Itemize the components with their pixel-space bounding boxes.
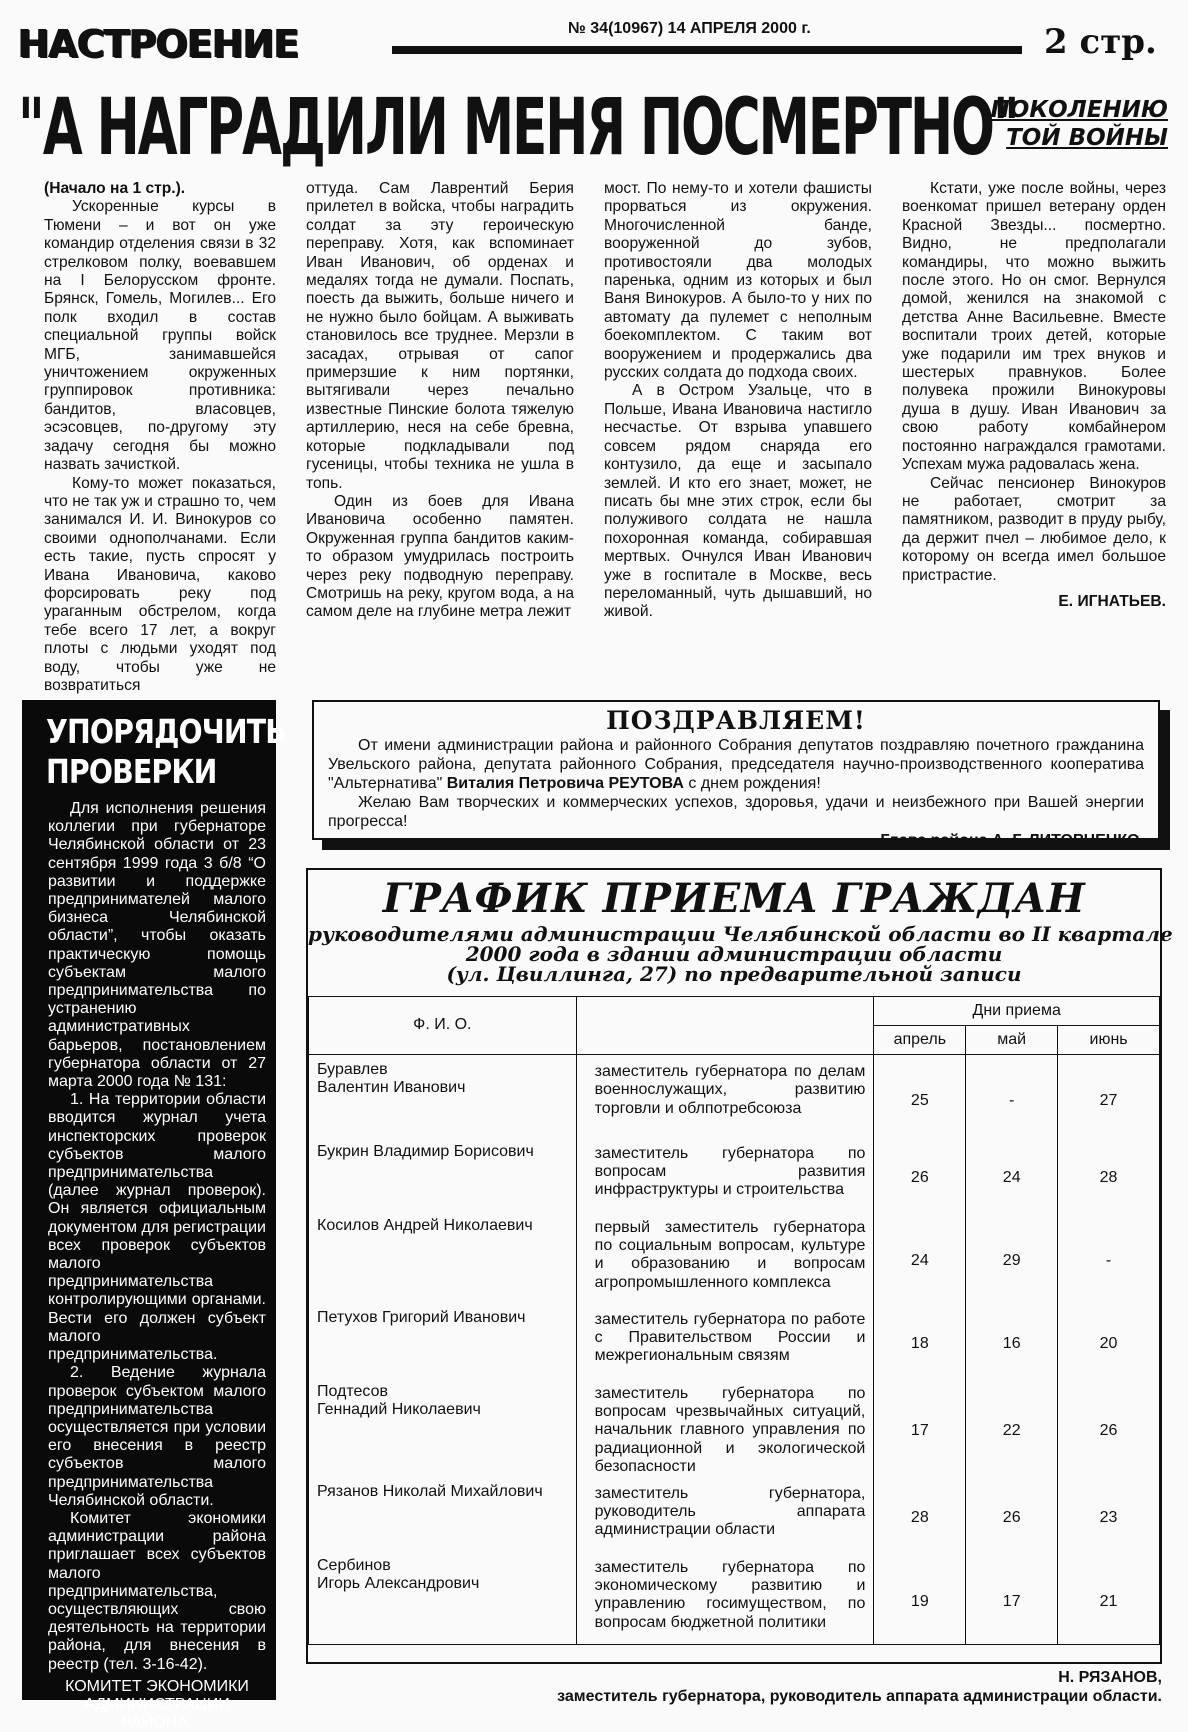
sidebar-paragraph: 1. На территории области вводится журнал учета инспекторских проверок субъектов малого предпринимательства (далее журнал проверок). Он является официальным документом для регистрации всех проверок субъектов малого предпринимательства контролирующими органами. Вести его должен субъект малого предпринимательства. <box>48 1091 266 1364</box>
fio-line-2: Геннадий Николаевич <box>317 1400 481 1418</box>
article-author: Е. ИГНАТЬЕВ. <box>1058 592 1166 610</box>
schedule-table <box>308 996 1160 1645</box>
article-paragraph: Кстати, уже после войны, через военкомат пришел ветерану орден Красной Звезды... посмертно. Видно, не предполагали командиры, что можно выжить после этого. Но он смог. Вернулся домой, женился на знакомой с детства Анне Васильевне. Вместе воспитали троих детей, которые уже подарили им трех внуков и шестерых правнуков. Более полувека прожили Винокуровы душа в душу. Иван Иванович за свою работу комбайнером постоянно награждался грамотами. Успехам мужа радовалась жена. <box>902 180 1166 474</box>
cell-may: 16 <box>966 1303 1058 1377</box>
cell-position: заместитель губернатора по экономическому развитию и управлению госимуществом, по вопросам бюджетной политики <box>576 1551 874 1645</box>
article-paragraph: Кому-то может показаться, что не так уж и страшно то, чем занимался И. И. Винокуров со своими однополчанами. Если есть такие, пусть спросят у Ивана Ивановича, каково форсировать реку под ураганным обстрелом, когда тебе всего 17 лет, а вокруг плоты с людьми уходят под воду, чтобы уже не возвратиться <box>44 474 276 694</box>
table-row <box>309 1551 1160 1645</box>
rubric-title: НАСТРОЕНИЕ <box>18 22 299 66</box>
cell-may: 24 <box>966 1137 1058 1211</box>
fio-line-1: Косилов Андрей Николаевич <box>317 1216 533 1234</box>
table-row <box>309 1211 1160 1303</box>
sidebar-title-line-2: ПРОВЕРКИ <box>46 752 217 791</box>
cell-april: 19 <box>874 1551 966 1645</box>
header-june: июнь <box>1058 1026 1160 1055</box>
table-row <box>309 1477 1160 1551</box>
congrats-wish: Желаю Вам творческих и коммерческих успехов, здоровья, удачи и неизбежного при Вашей энергии прогресса! <box>328 794 1144 830</box>
cell-june: 26 <box>1058 1377 1160 1477</box>
cell-april: 18 <box>874 1303 966 1377</box>
sidebar-paragraph: 2. Ведение журнала проверок субъектом малого предпринимательства осуществляется при условии его внесения в реестр субъектов малого предпринимательства Челябинской области. <box>48 1364 266 1509</box>
cell-april: 24 <box>874 1211 966 1303</box>
article-paragraph: Ускоренные курсы в Тюмени – и вот он уже командир отделения связи в 32 стрелковом полку, воевавшем на I Белорусском фронте. Брянск, Гомель, Могилев... Его полк входил в состав специальной группы войск МГБ, занимавшейся уничтожением окруженных группировок противника: бандитов, власовцев, эсэсовцев, по-другому эту задачу сегодня бы можно назвать зачисткой. <box>44 198 276 474</box>
sidebar-signature: КОМИТЕТ ЭКОНОМИКИ АДМИНИСТРАЦИИ РАЙОНА. <box>65 1677 249 1732</box>
cell-may: 29 <box>966 1211 1058 1303</box>
header-rule <box>392 46 1022 54</box>
cell-june: 21 <box>1058 1551 1160 1645</box>
header-fio: Ф. И. О. <box>309 997 577 1055</box>
article-paragraph: А в Остром Узальце, что в Польше, Ивана Ивановича настигло несчастье. От взрыва упавшего совсем рядом снаряда его контузило, да еще и засыпало землей. И кто его знает, может, не писать бы мне этих строк, если бы полуживого солдата не нашла похоронная команда, собиравшая мертвых. Очнулся Иван Иванович уже в госпитале в Москве, весь переломанный, чуть дышавший, но живой. <box>604 382 872 621</box>
article-paragraph: мост. По нему-то и хотели фашисты прорваться из окружения. Многочисленной банде, вооруженной до зубов, противостояли два молодых паренька, одним из которых и был Ваня Винокуров. А было-то у них по автомату да пулемет с неполным боекомплектом. С таким вот вооружением и продержались два русских солдата до подхода своих. <box>604 180 872 382</box>
cell-may: 22 <box>966 1377 1058 1477</box>
fio-line-2: Игорь Александрович <box>317 1574 480 1592</box>
issue-date: № 34(10967) 14 АПРЕЛЯ 2000 г. <box>568 20 811 37</box>
schedule-sign-name: Н. РЯЗАНОВ, <box>1058 1669 1162 1686</box>
cell-april: 17 <box>874 1377 966 1477</box>
fio-line-1: Рязанов Николай Михайлович <box>317 1482 543 1500</box>
article-paragraph: Один из боев для Ивана Ивановича особенно памятен. Окруженная группа бандитов каким-то образом умудрилась построить через реку подводную переправу. Смотришь на реку, кругом вода, а на самом деле на глубине метра лежит <box>306 492 574 621</box>
sidebar-paragraph: Для исполнения решения коллегии при губернаторе Челябинской области от 23 сентября 1999 года 3 б/8 “О развитии и поддержке предпринимателей малого бизнеса Челябинской области”, чтобы оказать практическую помощь субъектам малого предпринимательства по устранению административных барьеров, постановлением губернатора области от 27 марта 2000 года № 131: <box>48 800 266 1091</box>
article-series <box>978 96 1168 152</box>
cell-position: заместитель губернатора по вопросам развития инфраструктуры и строительства <box>576 1137 874 1211</box>
schedule-title: ГРАФИК ПРИЕМА ГРАЖДАН <box>382 875 1086 922</box>
cell-position: заместитель губернатора, руководитель аппарата администрации области <box>576 1477 874 1551</box>
cell-april: 25 <box>874 1055 966 1137</box>
cell-june: 28 <box>1058 1137 1160 1211</box>
schedule-subtitle-line-2: 2000 года в здании администрации области <box>465 942 1003 966</box>
cell-june: 20 <box>1058 1303 1160 1377</box>
page-number: 2 стр. <box>1044 22 1157 62</box>
article-column-4 <box>902 180 1166 611</box>
congrats-honoree: Виталия Петровича РЕУТОВА <box>446 775 684 792</box>
fio-line-1: Букрин Владимир Борисович <box>317 1142 534 1160</box>
cell-position: заместитель губернатора по работе с Правительством России и межрегиональным связям <box>576 1303 874 1377</box>
article-continuation: (Начало на 1 стр.). <box>44 180 186 197</box>
header-may: май <box>966 1026 1058 1055</box>
cell-position: первый заместитель губернатора по социальным вопросам, культуре и образованию и вопросам агропромышленного комплекса <box>576 1211 874 1303</box>
cell-june: - <box>1058 1211 1160 1303</box>
cell-april: 26 <box>874 1137 966 1211</box>
article-headline: "А НАГРАДИЛИ МЕНЯ ПОСМЕРТНО" <box>18 83 1018 173</box>
congrats-text-before: От имени администрации района и районного Собрания депутатов поздравляю почетного гражданина Увельского района, депутата районного Собрания, председателя научно-производственного кооператива "Альтернатива" <box>328 737 1144 792</box>
cell-position: заместитель губернатора по вопросам чрезвычайных ситуаций, начальник главного управления по радиационной и экологической безопасности <box>576 1377 874 1477</box>
cell-fio <box>309 1551 577 1645</box>
sidebar-title <box>46 712 287 792</box>
series-line-1: ПОКОЛЕНИЮ <box>990 97 1168 123</box>
article-column-3 <box>604 180 872 622</box>
cell-fio <box>309 1477 577 1551</box>
table-row <box>309 1055 1160 1137</box>
cell-april: 28 <box>874 1477 966 1551</box>
congrats-paragraph <box>328 736 1144 793</box>
sidebar-title-line-1: УПОРЯДОЧИТЬ <box>46 712 287 751</box>
fio-line-1: Буравлев <box>317 1061 388 1078</box>
article-column-1 <box>44 180 276 695</box>
fio-line-1: Подтесов <box>317 1382 389 1400</box>
header-april: апрель <box>874 1026 966 1055</box>
article-paragraph: Сейчас пенсионер Винокуров не работает, смотрит за памятником, разводит в пруду рыбу, да держит пчел – любимое дело, к которому он всегда имел большое пристрастие. <box>902 474 1166 584</box>
congrats-signature: Глава района А. Г. ЛИТОВЧЕНКО. <box>880 832 1144 849</box>
sidebar-notice <box>22 700 287 1732</box>
schedule-box <box>306 868 1173 1664</box>
fio-line-1: Петухов Григорий Иванович <box>317 1308 526 1326</box>
schedule-subtitle-line-1: руководителями администрации Челябинской области во II квартале <box>308 922 1173 946</box>
table-row <box>309 1377 1160 1477</box>
schedule-subtitle-line-3: (ул. Цвиллинга, 27) по предварительной записи <box>446 962 1022 986</box>
cell-fio <box>309 1137 577 1211</box>
schedule-sign-role: заместитель губернатора, руководитель аппарата администрации области. <box>557 1688 1162 1705</box>
article-paragraph: оттуда. Сам Лаврентий Берия прилетел в войска, чтобы наградить солдат за эту героическую переправу. Хотя, как вспоминает Иван Иванович, об орденах и медалях тогда не думали. Поспать, поесть да выжить, больше ничего и не нужно было бойцам. А выживать становилось все труднее. Мерзли в засадах, отрывая от сапог примерзшие к ним портянки, вытягивали через печально известные Пинские болота тяжелую артиллерию, неся на себе бревна, которые подкладывали под гусеницы, чтобы техника не ушла в топь. <box>306 180 574 492</box>
cell-position: заместитель губернатора по делам военнослужащих, развитию торговли и облпотребсоюза <box>576 1055 874 1137</box>
cell-june: 27 <box>1058 1055 1160 1137</box>
schedule-signature <box>430 1668 1162 1706</box>
cell-fio <box>309 1377 577 1477</box>
table-row <box>309 1137 1160 1211</box>
cell-fio <box>309 1055 577 1137</box>
header-days: Дни приема <box>874 997 1160 1026</box>
series-line-2: ТОЙ ВОЙНЫ <box>1006 125 1168 151</box>
header-position <box>576 997 874 1055</box>
sidebar-text <box>48 800 266 1674</box>
cell-june: 23 <box>1058 1477 1160 1551</box>
article-column-2 <box>306 180 574 622</box>
congrats-box <box>312 700 1160 849</box>
schedule-subtitle <box>308 922 1173 986</box>
congrats-title: ПОЗДРАВЛЯЕМ! <box>606 706 866 735</box>
cell-may: - <box>966 1055 1058 1137</box>
sidebar-paragraph: Комитет экономики администрации района приглашает всех субъектов малого предпринимательства, осуществляющих свою деятельность на территории района, для внесения в реестр (тел. 3-16-42). <box>48 1509 266 1673</box>
fio-line-2: Валентин Иванович <box>317 1079 466 1097</box>
fio-line-1: Сербинов <box>317 1556 391 1574</box>
table-row <box>309 1303 1160 1377</box>
cell-may: 17 <box>966 1551 1058 1645</box>
congrats-text-after: с днем рождения! <box>683 775 821 792</box>
congrats-text <box>328 736 1144 850</box>
cell-fio <box>309 1303 577 1377</box>
cell-fio <box>309 1211 577 1303</box>
cell-may: 26 <box>966 1477 1058 1551</box>
